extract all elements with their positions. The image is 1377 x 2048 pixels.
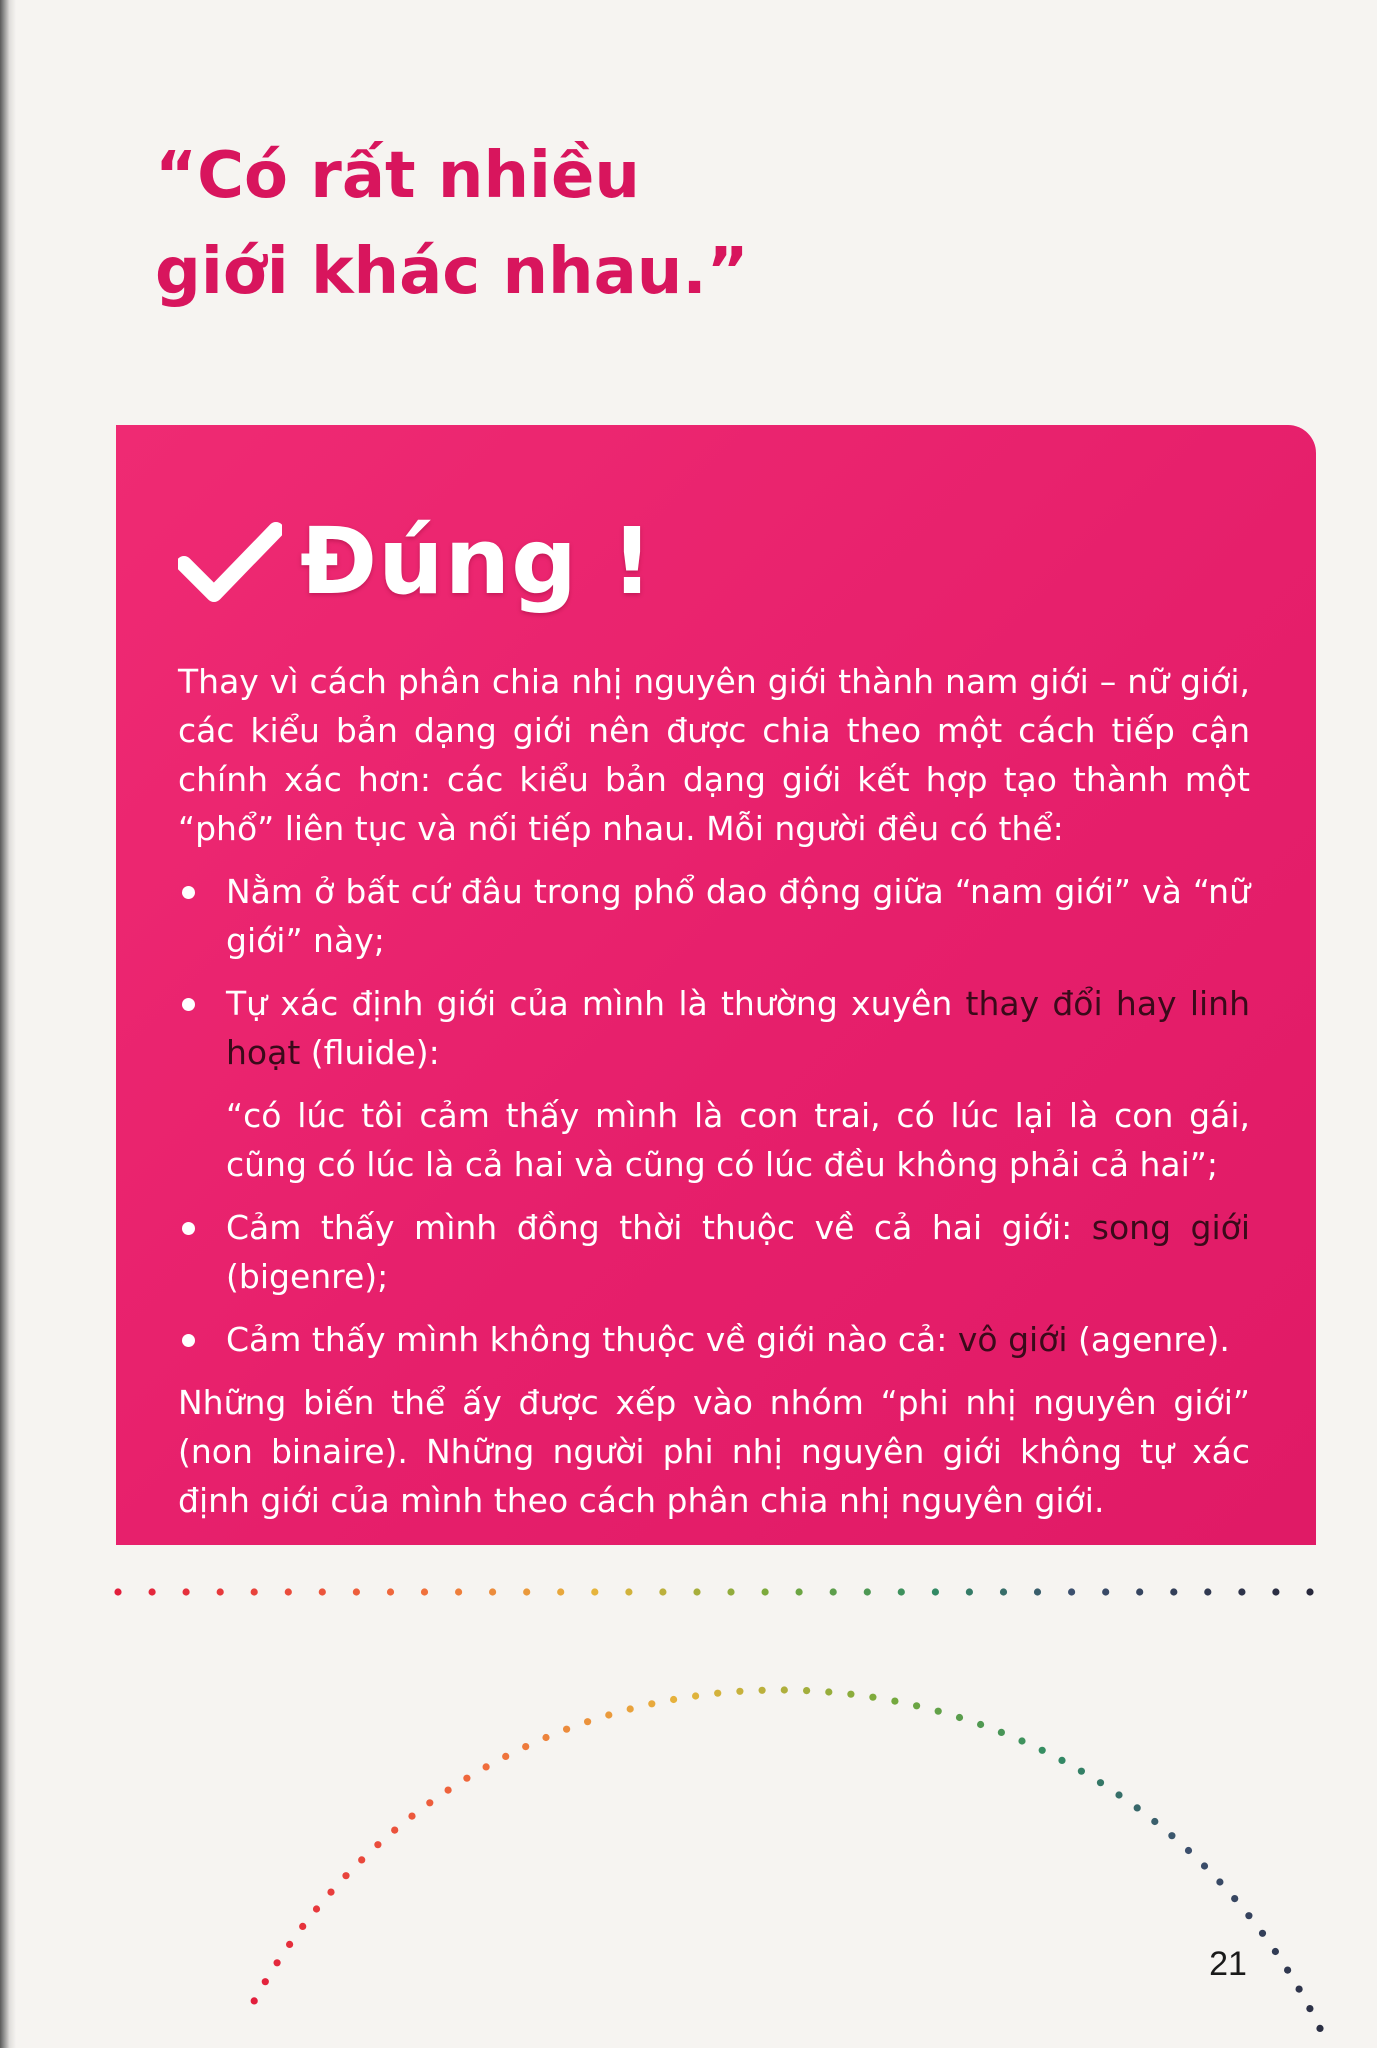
decor-dot <box>977 1721 984 1728</box>
bullet-4-highlight: vô giới <box>957 1320 1068 1359</box>
decor-dot <box>542 1734 549 1741</box>
decor-dot <box>796 1588 803 1595</box>
decor-dot <box>285 1588 292 1595</box>
decor-dot <box>659 1588 666 1595</box>
decor-dot <box>523 1588 530 1595</box>
decor-dot <box>183 1588 190 1595</box>
decor-dot <box>1272 1588 1279 1595</box>
intro-paragraph: Thay vì cách phân chia nhị nguyên giới thành nam giới – nữ giới, các kiểu bản dạng giới nên được chia theo một cách tiếp cận chính xác hơn: các kiểu bản dạng giới kết hợp tạo thành một “phổ” liên tục và nối tiếp nhau. Mỗi người đều có thể: <box>178 662 1250 848</box>
bullet-2-highlight: thay đổi hay linh hoạt <box>226 984 1251 1072</box>
decor-dot <box>1034 1588 1041 1595</box>
decor-dot <box>727 1588 734 1595</box>
decor-dot <box>1306 1588 1313 1595</box>
closing-paragraph: Những biến thể ấy được xếp vào nhóm “phi nhị nguyên giới” (non binaire). Những người phi nhị nguyên giới không tự xác định giới của mình theo cách phân chia nhị nguyên giới. <box>178 1383 1250 1520</box>
bullet-1-text: Nằm ở bất cứ đâu trong phổ dao động giữa “nam giới” và “nữ giới” này; <box>226 872 1250 960</box>
decor-dot <box>1306 2005 1313 2012</box>
decor-dot <box>455 1588 462 1595</box>
decor-dot <box>591 1588 598 1595</box>
decor-dot <box>1078 1768 1085 1775</box>
decor-dot <box>251 1588 258 1595</box>
decor-dot <box>956 1714 963 1721</box>
decor-dot <box>1284 1967 1291 1974</box>
decor-dot <box>391 1827 398 1834</box>
decor-dot <box>1245 1912 1252 1919</box>
decor-dot <box>932 1588 939 1595</box>
decor-dot <box>299 1923 306 1930</box>
decor-dot <box>426 1799 433 1806</box>
answer-heading-text: Đúng ! <box>300 508 654 615</box>
decor-dot <box>286 1941 293 1948</box>
bullet-3-text: Cảm thấy mình đồng thời thuộc về cả hai giới: <box>226 1208 1092 1247</box>
decor-dot <box>445 1787 452 1794</box>
decor-dot <box>1039 1747 1046 1754</box>
decor-dot <box>830 1588 837 1595</box>
decor-dot <box>1000 1588 1007 1595</box>
decor-dot <box>998 1729 1005 1736</box>
decor-dot <box>1168 1832 1175 1839</box>
decor-dot <box>557 1588 564 1595</box>
decor-dot <box>327 1889 334 1896</box>
decor-dot <box>1134 1804 1141 1811</box>
decor-dot <box>1151 1818 1158 1825</box>
decor-dot <box>483 1763 490 1770</box>
decor-dot <box>1231 1895 1238 1902</box>
decor-dot <box>913 1702 920 1709</box>
decor-dot <box>353 1588 360 1595</box>
decor-dot <box>319 1588 326 1595</box>
decor-dot <box>149 1588 156 1595</box>
decor-dot <box>313 1905 320 1912</box>
decor-dot <box>1018 1737 1025 1744</box>
decor-dot <box>1058 1757 1065 1764</box>
decor-dot <box>114 1588 121 1595</box>
decor-dot <box>898 1588 905 1595</box>
decor-dot <box>374 1841 381 1848</box>
decor-dot <box>262 1978 269 1985</box>
decor-dot <box>670 1696 677 1703</box>
decor-dot <box>966 1588 973 1595</box>
decor-dot <box>1115 1791 1122 1798</box>
decor-dot <box>1259 1930 1266 1937</box>
bullet-2-suffix: (fluide): <box>300 1033 440 1072</box>
bullet-3-highlight: song giới <box>1091 1208 1251 1247</box>
decor-dot <box>759 1687 766 1694</box>
decor-dot <box>627 1705 634 1712</box>
decor-dot <box>1204 1588 1211 1595</box>
decor-dot <box>781 1686 788 1693</box>
decor-dot <box>1296 1986 1303 1993</box>
decor-dot <box>421 1588 428 1595</box>
decor-dot <box>864 1588 871 1595</box>
decor-dot <box>342 1872 349 1879</box>
bullet-2-quote: “có lúc tôi cảm thấy mình là con trai, có lúc lại là con gái, cũng có lúc là cả hai và cũng có lúc đều không phải cả hai”; <box>226 1096 1250 1184</box>
decor-dot <box>693 1588 700 1595</box>
decor-dot <box>1272 1948 1279 1955</box>
decor-dot <box>847 1691 854 1698</box>
decor-dot <box>1185 1847 1192 1854</box>
decor-dot <box>736 1688 743 1695</box>
decor-dot <box>935 1708 942 1715</box>
decor-dot <box>217 1588 224 1595</box>
decor-dot <box>563 1726 570 1733</box>
decor-dot <box>1068 1588 1075 1595</box>
decor-dot <box>463 1775 470 1782</box>
decor-dot <box>408 1813 415 1820</box>
decor-dot <box>762 1588 769 1595</box>
decor-dot <box>387 1588 394 1595</box>
decor-dot <box>1216 1878 1223 1885</box>
bullet-4-suffix: (agenre). <box>1067 1320 1230 1359</box>
bullet-2-text: Tự xác định giới của mình là thường xuyên <box>226 984 966 1023</box>
decor-dot <box>1136 1588 1143 1595</box>
decor-dot <box>274 1959 281 1966</box>
quote-line-1: “Có rất nhiều <box>155 139 640 213</box>
decor-dot <box>1238 1588 1245 1595</box>
decor-dot <box>625 1588 632 1595</box>
decor-dot <box>489 1588 496 1595</box>
decor-dot <box>869 1694 876 1701</box>
decor-dot <box>502 1753 509 1760</box>
decor-dot <box>584 1718 591 1725</box>
decor-dot <box>522 1743 529 1750</box>
page-number: 21 <box>1209 1945 1247 1983</box>
decor-dot <box>1097 1779 1104 1786</box>
decor-dot <box>605 1711 612 1718</box>
decor-dot <box>692 1692 699 1699</box>
decor-dot <box>714 1690 721 1697</box>
decor-dot <box>648 1700 655 1707</box>
decor-dot <box>825 1688 832 1695</box>
decor-dot <box>803 1687 810 1694</box>
decor-dot <box>891 1698 898 1705</box>
decor-dot <box>1102 1588 1109 1595</box>
decor-dot <box>1316 2025 1323 2032</box>
decor-dot <box>1201 1862 1208 1869</box>
decor-dot <box>251 1997 258 2004</box>
quote-line-2: giới khác nhau.” <box>155 235 749 309</box>
decor-dot <box>358 1856 365 1863</box>
decor-dot <box>1170 1588 1177 1595</box>
bullet-4-text: Cảm thấy mình không thuộc về giới nào cả: <box>226 1320 958 1359</box>
bullet-3-suffix: (bigenre); <box>226 1257 389 1296</box>
